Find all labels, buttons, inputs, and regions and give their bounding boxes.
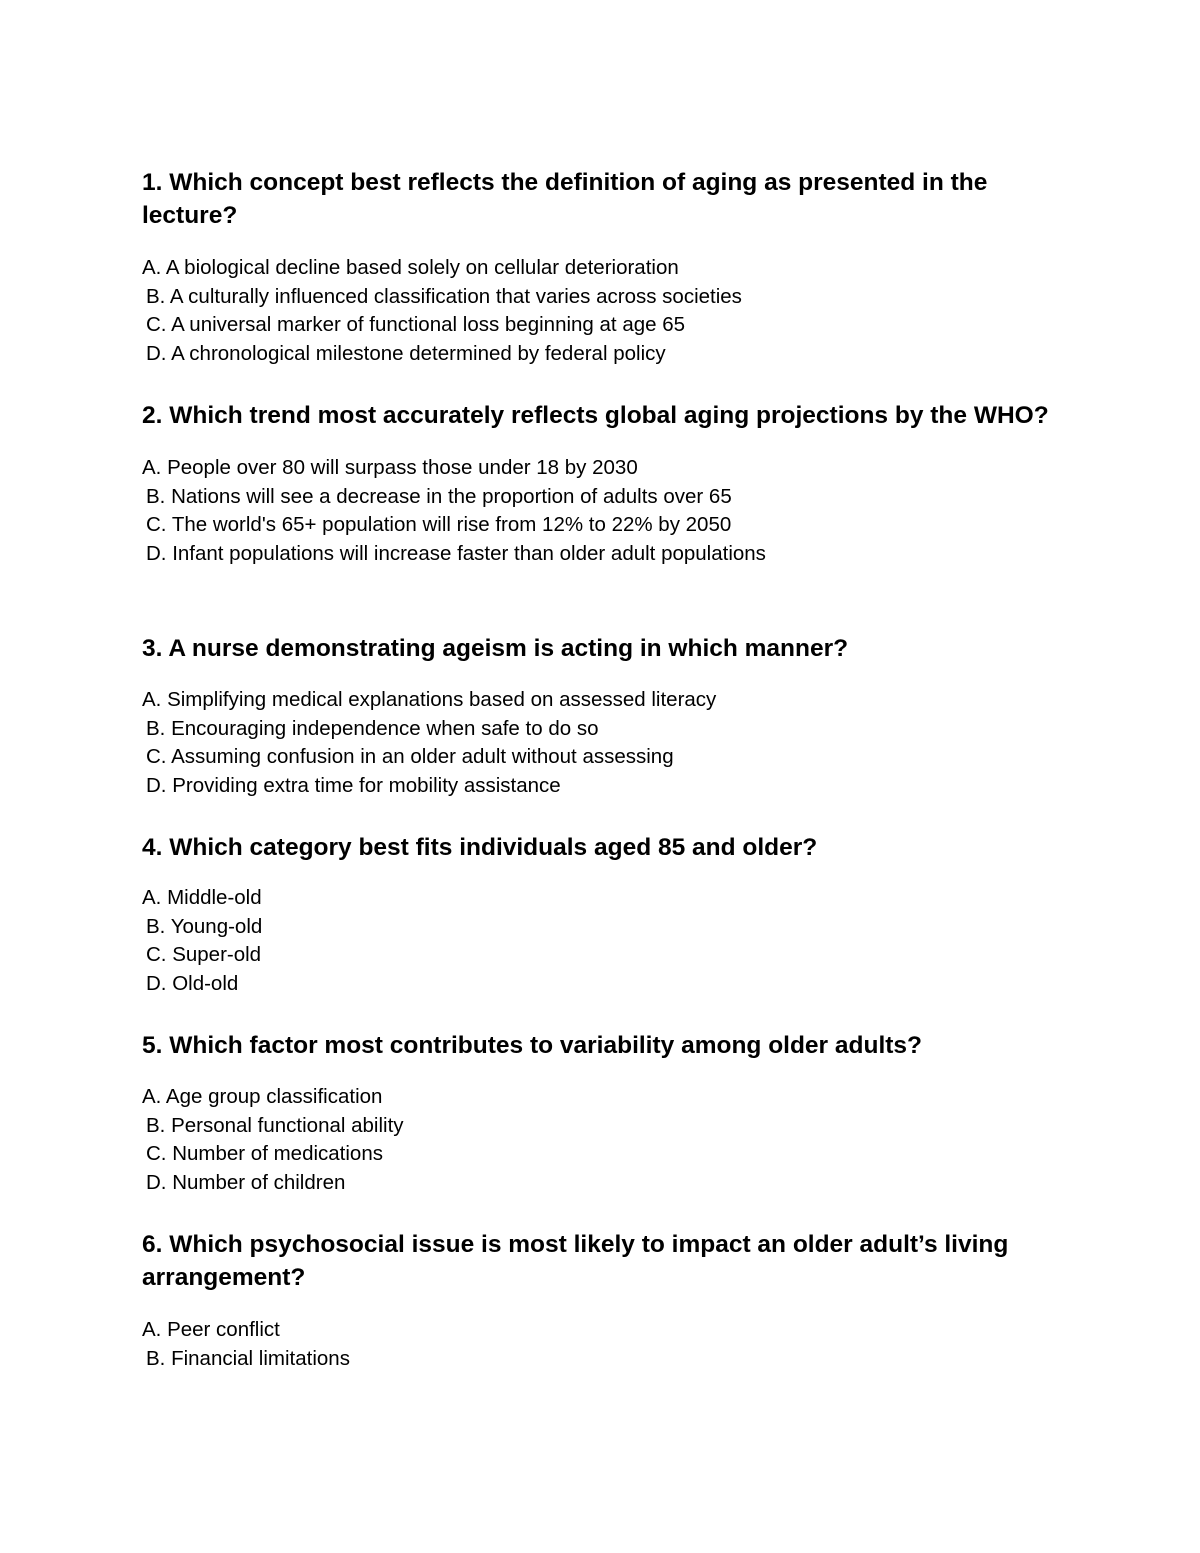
- option-c: C. The world's 65+ population will rise from 12% to 22% by 2050: [146, 513, 732, 537]
- option-c: C. Super-old: [146, 943, 262, 967]
- question-5-options: [142, 1083, 1062, 1198]
- question-2: [142, 399, 1062, 569]
- question-2-text: 2. Which trend most accurately reflects global aging projections by the WHO?: [142, 402, 1049, 429]
- question-6-text: 6. Which psychosocial issue is most likely to impact an older adult’s living arrangement?: [142, 1231, 1009, 1291]
- option-c: C. A universal marker of functional loss beginning at age 65: [146, 313, 686, 337]
- question-1-text: 1. Which concept best reflects the definition of aging as presented in the lecture?: [142, 169, 988, 229]
- question-5: [142, 1029, 1062, 1198]
- question-4: [142, 831, 1062, 999]
- option-b: B. Nations will see a decrease in the proportion of adults over 65: [146, 484, 732, 508]
- question-1-options: [142, 254, 1062, 369]
- option-b: B. Personal functional ability: [146, 1113, 404, 1137]
- option-a: A. Simplifying medical explanations based on assessed literacy: [142, 688, 717, 711]
- question-3-options: [142, 686, 1062, 801]
- option-b: B. A culturally influenced classification that varies across societies: [146, 284, 742, 308]
- option-b: B. Encouraging independence when safe to do so: [146, 716, 599, 740]
- option-d: D. A chronological milestone determined by federal policy: [146, 342, 666, 366]
- question-6-options: [142, 1316, 1062, 1373]
- option-a: A. Age group classification: [142, 1085, 383, 1108]
- question-3: [142, 632, 1062, 801]
- option-b: B. Financial limitations: [146, 1346, 350, 1370]
- option-d: D. Providing extra time for mobility assistance: [146, 774, 561, 798]
- question-2-options: [142, 454, 1062, 569]
- option-d: D. Infant populations will increase faster than older adult populations: [146, 542, 766, 566]
- question-4-options: [142, 884, 1062, 999]
- question-5-text: 5. Which factor most contributes to variability among older adults?: [142, 1032, 923, 1059]
- option-a: A. Peer conflict: [142, 1318, 280, 1341]
- option-d: D. Old-old: [146, 972, 239, 996]
- option-a: A. People over 80 will surpass those under 18 by 2030: [142, 456, 638, 479]
- question-1: [142, 166, 1062, 369]
- option-d: D. Number of children: [146, 1171, 346, 1195]
- question-6: [142, 1228, 1062, 1373]
- option-b: B. Young-old: [146, 914, 263, 938]
- option-c: C. Number of medications: [146, 1142, 383, 1166]
- option-a: A. A biological decline based solely on cellular deterioration: [142, 256, 679, 279]
- question-3-text: 3. A nurse demonstrating ageism is acting in which manner?: [142, 635, 849, 662]
- question-4-text: 4. Which category best fits individuals aged 85 and older?: [142, 834, 818, 861]
- option-c: C. Assuming confusion in an older adult without assessing: [146, 745, 674, 769]
- option-a: A. Middle-old: [142, 886, 262, 909]
